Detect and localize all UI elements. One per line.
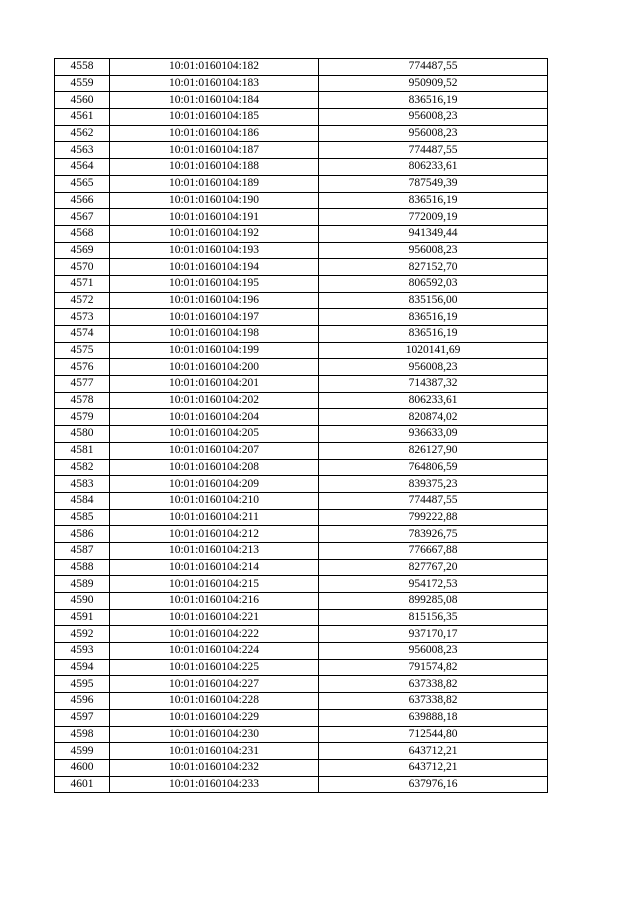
- cadastral-number-cell: 10:01:0160104:189: [110, 175, 319, 192]
- cadastral-number-cell: 10:01:0160104:233: [110, 776, 319, 793]
- row-number-cell: 4574: [55, 326, 110, 343]
- value-cell: 827767,20: [319, 559, 548, 576]
- value-cell: 787549,39: [319, 175, 548, 192]
- value-cell: 956008,23: [319, 643, 548, 660]
- row-number-cell: 4571: [55, 275, 110, 292]
- row-number-cell: 4570: [55, 259, 110, 276]
- table-row: [55, 159, 548, 176]
- value-cell: 639888,18: [319, 709, 548, 726]
- table-row: [55, 259, 548, 276]
- value-cell: 806233,61: [319, 392, 548, 409]
- table-row: [55, 442, 548, 459]
- cadastral-number-cell: 10:01:0160104:186: [110, 125, 319, 142]
- row-number-cell: 4568: [55, 225, 110, 242]
- row-number-cell: 4599: [55, 743, 110, 760]
- value-cell: 714387,32: [319, 376, 548, 393]
- table-row: [55, 559, 548, 576]
- row-number-cell: 4566: [55, 192, 110, 209]
- row-number-cell: 4576: [55, 359, 110, 376]
- row-number-cell: 4559: [55, 75, 110, 92]
- cadastral-number-cell: 10:01:0160104:230: [110, 726, 319, 743]
- table-row: [55, 509, 548, 526]
- table-row: [55, 576, 548, 593]
- table-row: [55, 776, 548, 793]
- cadastral-number-cell: 10:01:0160104:200: [110, 359, 319, 376]
- row-number-cell: 4592: [55, 626, 110, 643]
- table-row: [55, 192, 548, 209]
- cadastral-number-cell: 10:01:0160104:201: [110, 376, 319, 393]
- row-number-cell: 4562: [55, 125, 110, 142]
- row-number-cell: 4563: [55, 142, 110, 159]
- value-cell: 783926,75: [319, 526, 548, 543]
- row-number-cell: 4582: [55, 459, 110, 476]
- row-number-cell: 4579: [55, 409, 110, 426]
- cadastral-number-cell: 10:01:0160104:191: [110, 209, 319, 226]
- table-row: [55, 593, 548, 610]
- row-number-cell: 4569: [55, 242, 110, 259]
- cadastral-number-cell: 10:01:0160104:208: [110, 459, 319, 476]
- row-number-cell: 4578: [55, 392, 110, 409]
- value-cell: 637338,82: [319, 676, 548, 693]
- value-cell: 791574,82: [319, 659, 548, 676]
- cadastral-number-cell: 10:01:0160104:192: [110, 225, 319, 242]
- cadastral-number-cell: 10:01:0160104:216: [110, 593, 319, 610]
- cadastral-number-cell: 10:01:0160104:182: [110, 59, 319, 76]
- row-number-cell: 4593: [55, 643, 110, 660]
- table-row: [55, 659, 548, 676]
- cadastral-number-cell: 10:01:0160104:187: [110, 142, 319, 159]
- value-cell: 637338,82: [319, 693, 548, 710]
- cadastral-number-cell: 10:01:0160104:190: [110, 192, 319, 209]
- row-number-cell: 4590: [55, 593, 110, 610]
- table-row: [55, 292, 548, 309]
- value-cell: 836516,19: [319, 92, 548, 109]
- row-number-cell: 4586: [55, 526, 110, 543]
- cadastral-number-cell: 10:01:0160104:193: [110, 242, 319, 259]
- cadastral-number-cell: 10:01:0160104:198: [110, 326, 319, 343]
- table-row: [55, 225, 548, 242]
- table-row: [55, 59, 548, 76]
- value-cell: 643712,21: [319, 743, 548, 760]
- row-number-cell: 4596: [55, 693, 110, 710]
- value-cell: 954172,53: [319, 576, 548, 593]
- value-cell: 835156,00: [319, 292, 548, 309]
- value-cell: 776667,88: [319, 542, 548, 559]
- value-cell: 772009,19: [319, 209, 548, 226]
- value-cell: 956008,23: [319, 125, 548, 142]
- row-number-cell: 4565: [55, 175, 110, 192]
- value-cell: 806592,03: [319, 275, 548, 292]
- value-cell: 806233,61: [319, 159, 548, 176]
- table-row: [55, 142, 548, 159]
- row-number-cell: 4601: [55, 776, 110, 793]
- table-row: [55, 92, 548, 109]
- cadastral-number-cell: 10:01:0160104:183: [110, 75, 319, 92]
- table-row: [55, 376, 548, 393]
- table-row: [55, 526, 548, 543]
- cadastral-number-cell: 10:01:0160104:229: [110, 709, 319, 726]
- value-cell: 774487,55: [319, 142, 548, 159]
- value-cell: 774487,55: [319, 492, 548, 509]
- row-number-cell: 4567: [55, 209, 110, 226]
- table-row: [55, 459, 548, 476]
- row-number-cell: 4598: [55, 726, 110, 743]
- cadastral-number-cell: 10:01:0160104:232: [110, 759, 319, 776]
- value-cell: 936633,09: [319, 426, 548, 443]
- cadastral-number-cell: 10:01:0160104:225: [110, 659, 319, 676]
- table-row: [55, 709, 548, 726]
- table-row: [55, 309, 548, 326]
- row-number-cell: 4585: [55, 509, 110, 526]
- table-row: [55, 542, 548, 559]
- row-number-cell: 4589: [55, 576, 110, 593]
- cadastral-number-cell: 10:01:0160104:197: [110, 309, 319, 326]
- row-number-cell: 4575: [55, 342, 110, 359]
- value-cell: 820874,02: [319, 409, 548, 426]
- value-cell: 764806,59: [319, 459, 548, 476]
- table-row: [55, 743, 548, 760]
- value-cell: 836516,19: [319, 192, 548, 209]
- value-cell: 815156,35: [319, 609, 548, 626]
- table-row: [55, 476, 548, 493]
- row-number-cell: 4561: [55, 109, 110, 126]
- value-cell: 637976,16: [319, 776, 548, 793]
- row-number-cell: 4595: [55, 676, 110, 693]
- cadastral-value-table: [54, 58, 548, 793]
- value-cell: 836516,19: [319, 326, 548, 343]
- cadastral-number-cell: 10:01:0160104:221: [110, 609, 319, 626]
- table-row: [55, 326, 548, 343]
- cadastral-number-cell: 10:01:0160104:210: [110, 492, 319, 509]
- cadastral-number-cell: 10:01:0160104:211: [110, 509, 319, 526]
- value-cell: 643712,21: [319, 759, 548, 776]
- table-row: [55, 626, 548, 643]
- table-row: [55, 242, 548, 259]
- cadastral-number-cell: 10:01:0160104:213: [110, 542, 319, 559]
- value-cell: 827152,70: [319, 259, 548, 276]
- table-row: [55, 125, 548, 142]
- cadastral-number-cell: 10:01:0160104:209: [110, 476, 319, 493]
- cadastral-number-cell: 10:01:0160104:188: [110, 159, 319, 176]
- cadastral-number-cell: 10:01:0160104:231: [110, 743, 319, 760]
- value-cell: 937170,17: [319, 626, 548, 643]
- value-cell: 774487,55: [319, 59, 548, 76]
- row-number-cell: 4577: [55, 376, 110, 393]
- table-row: [55, 75, 548, 92]
- row-number-cell: 4573: [55, 309, 110, 326]
- cadastral-number-cell: 10:01:0160104:228: [110, 693, 319, 710]
- cadastral-number-cell: 10:01:0160104:224: [110, 643, 319, 660]
- cadastral-number-cell: 10:01:0160104:205: [110, 426, 319, 443]
- value-cell: 941349,44: [319, 225, 548, 242]
- row-number-cell: 4600: [55, 759, 110, 776]
- value-cell: 956008,23: [319, 109, 548, 126]
- table-row: [55, 492, 548, 509]
- table-row: [55, 409, 548, 426]
- table-row: [55, 676, 548, 693]
- value-cell: 836516,19: [319, 309, 548, 326]
- table-row: [55, 359, 548, 376]
- table-row: [55, 275, 548, 292]
- row-number-cell: 4572: [55, 292, 110, 309]
- value-cell: 899285,08: [319, 593, 548, 610]
- cadastral-number-cell: 10:01:0160104:199: [110, 342, 319, 359]
- table-row: [55, 693, 548, 710]
- cadastral-number-cell: 10:01:0160104:204: [110, 409, 319, 426]
- value-cell: 956008,23: [319, 242, 548, 259]
- value-cell: 826127,90: [319, 442, 548, 459]
- table-row: [55, 609, 548, 626]
- cadastral-number-cell: 10:01:0160104:227: [110, 676, 319, 693]
- cadastral-number-cell: 10:01:0160104:185: [110, 109, 319, 126]
- row-number-cell: 4583: [55, 476, 110, 493]
- cadastral-number-cell: 10:01:0160104:207: [110, 442, 319, 459]
- table-row: [55, 109, 548, 126]
- row-number-cell: 4594: [55, 659, 110, 676]
- row-number-cell: 4581: [55, 442, 110, 459]
- table-row: [55, 426, 548, 443]
- cadastral-number-cell: 10:01:0160104:222: [110, 626, 319, 643]
- value-cell: 1020141,69: [319, 342, 548, 359]
- table-row: [55, 643, 548, 660]
- row-number-cell: 4580: [55, 426, 110, 443]
- cadastral-number-cell: 10:01:0160104:195: [110, 275, 319, 292]
- table-row: [55, 209, 548, 226]
- table-row: [55, 175, 548, 192]
- value-cell: 956008,23: [319, 359, 548, 376]
- row-number-cell: 4560: [55, 92, 110, 109]
- cadastral-number-cell: 10:01:0160104:215: [110, 576, 319, 593]
- cadastral-number-cell: 10:01:0160104:196: [110, 292, 319, 309]
- cadastral-number-cell: 10:01:0160104:194: [110, 259, 319, 276]
- row-number-cell: 4597: [55, 709, 110, 726]
- table-row: [55, 342, 548, 359]
- cadastral-number-cell: 10:01:0160104:184: [110, 92, 319, 109]
- cadastral-number-cell: 10:01:0160104:202: [110, 392, 319, 409]
- cadastral-number-cell: 10:01:0160104:214: [110, 559, 319, 576]
- table-row: [55, 392, 548, 409]
- cadastral-number-cell: 10:01:0160104:212: [110, 526, 319, 543]
- value-cell: 712544,80: [319, 726, 548, 743]
- table-body: [55, 59, 548, 793]
- value-cell: 839375,23: [319, 476, 548, 493]
- row-number-cell: 4564: [55, 159, 110, 176]
- row-number-cell: 4591: [55, 609, 110, 626]
- table-row: [55, 759, 548, 776]
- row-number-cell: 4588: [55, 559, 110, 576]
- row-number-cell: 4558: [55, 59, 110, 76]
- row-number-cell: 4587: [55, 542, 110, 559]
- table-row: [55, 726, 548, 743]
- row-number-cell: 4584: [55, 492, 110, 509]
- value-cell: 799222,88: [319, 509, 548, 526]
- value-cell: 950909,52: [319, 75, 548, 92]
